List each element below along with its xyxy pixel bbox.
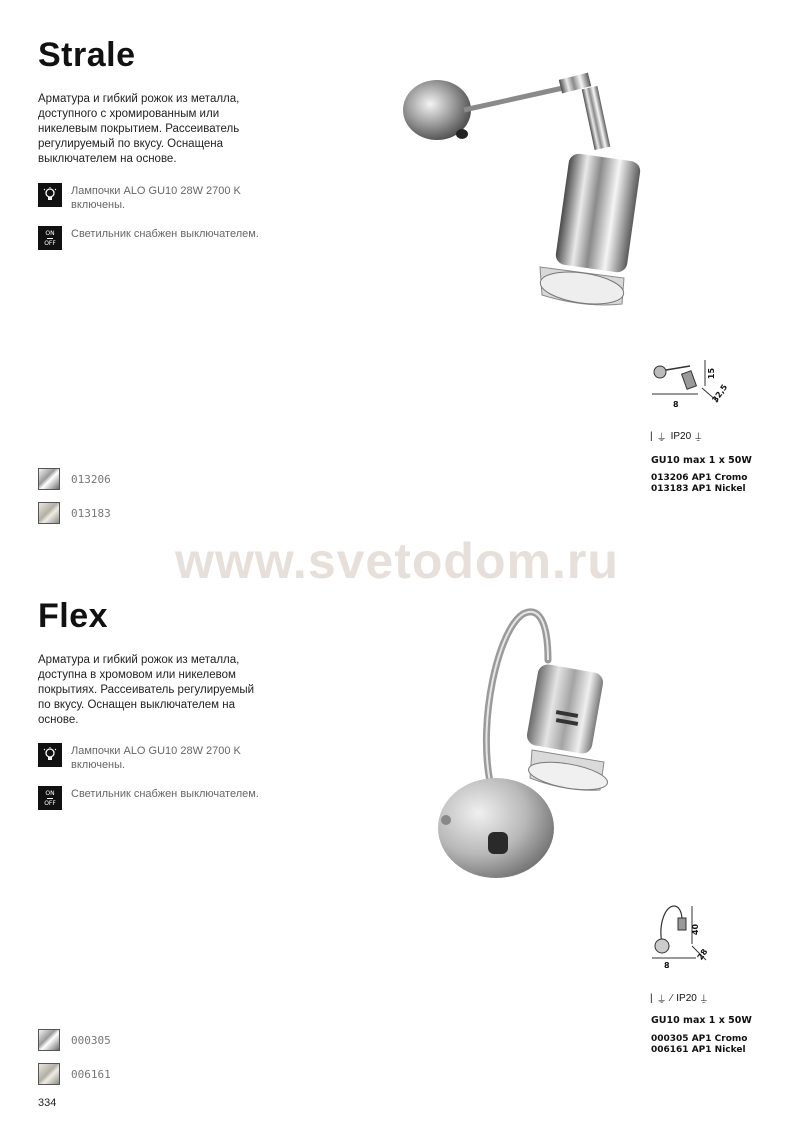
feature-switch [38,786,261,810]
bulb-spec: GU10 max 1 x 50W [651,455,752,466]
watermark: www.svetodom.ru [175,533,619,589]
feature-switch [38,226,261,250]
off-label: OFF [44,799,56,807]
finish-swatch-row [38,502,111,524]
product-description: Арматура и гибкий рожок из металла, доступного с хромированным или никелевым покрытием. Рассеиватель регулируемый по вкусу. Оснащена выключателем на основе. [38,93,240,165]
feature-text: Лампочки ALO GU10 28W 2700 K включены. [71,745,241,771]
dimension-depth: 32,5 [710,382,730,405]
article-codes [651,473,747,495]
dimension-height: 40 [691,923,701,936]
spec-icons [650,429,705,444]
article-code: 000305 AP1 Cromo [651,1034,748,1044]
feature-text: Лампочки ALO GU10 28W 2700 K включены. [71,185,241,211]
bulb-icon [38,743,62,767]
finish-swatch-row [38,1063,111,1085]
flammable-surface-icon: ∕ [670,993,673,1004]
class-II-icon: | [650,993,653,1004]
page-number: 334 [38,1097,57,1109]
nickel-swatch [38,502,60,524]
dimension-depth: 28 [695,947,710,962]
chrome-swatch [38,468,60,490]
article-code: 013206 AP1 Cromo [651,473,748,483]
finish-swatch-row [38,1029,111,1051]
article-code: 013183 AP1 Nickel [651,484,746,494]
product-title: Strale [38,36,136,74]
dimension-height: 15 [707,367,717,380]
bulb-icon [38,183,62,207]
on-label: ON [45,789,55,797]
product-description: Арматура и гибкий рожок из металла, доступна в хромовом или никелевом покрытиях. Рассеиватель регулируемый по вкусу. Оснащен выключателем на основе. [38,654,255,726]
article-code: 006161 AP1 Nickel [651,1045,746,1055]
feature-text: Светильник снабжен выключателем. [71,228,259,240]
product-title: Flex [38,597,109,635]
off-label: OFF [44,239,56,247]
product-photo-strale [392,42,662,327]
bulb-spec: GU10 max 1 x 50W [651,1015,752,1026]
on-off-switch-icon [38,226,62,250]
finish-code: 013206 [71,472,111,486]
feature-bulb [38,743,261,772]
chrome-swatch [38,1029,60,1051]
finish-code: 006161 [71,1067,111,1081]
dimension-width: 8 [664,961,670,970]
feature-text: Светильник снабжен выключателем. [71,788,259,800]
switch-icon: ⍊ [695,431,702,442]
ip-rating: IP20 [676,993,697,1004]
article-codes [651,1034,747,1056]
ground-icon: ⏚ [656,433,667,444]
switch-icon: ⍊ [700,993,707,1004]
on-off-switch-icon [38,786,62,810]
on-label: ON [45,229,55,237]
class-II-icon: | [650,431,653,442]
dimension-width: 8 [673,400,679,409]
product-photo-flex [408,600,668,895]
dimension-diagram [650,902,730,967]
ground-icon: ⏚ [656,995,667,1006]
ip-rating: IP20 [670,431,692,442]
finish-swatch-row [38,468,111,490]
finish-code: 013183 [71,506,111,520]
nickel-swatch [38,1063,60,1085]
finish-code: 000305 [71,1033,111,1047]
spec-icons [650,991,711,1006]
feature-bulb [38,183,261,212]
